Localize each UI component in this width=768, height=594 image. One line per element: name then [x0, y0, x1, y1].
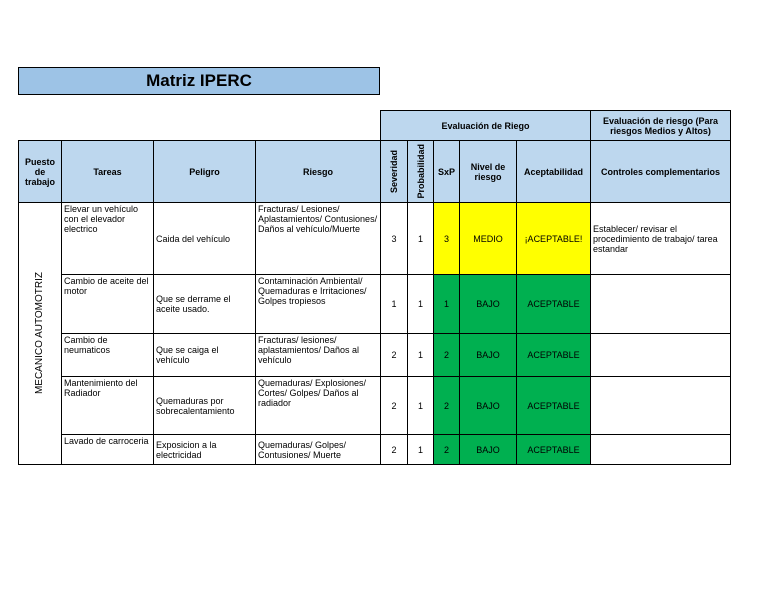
peligro-cell: Que se derrame el aceite usado.	[154, 275, 256, 334]
puesto-trabajo-header: Puesto de trabajo	[19, 141, 62, 203]
severidad-cell: 1	[381, 275, 408, 334]
riesgo-header: Riesgo	[256, 141, 381, 203]
aceptabilidad-cell: ¡ACEPTABLE!	[517, 203, 591, 275]
sxp-cell: 1	[434, 275, 460, 334]
peligro-cell: Quemaduras por sobrecalentamiento	[154, 377, 256, 435]
table-row	[19, 275, 731, 334]
controles-cell	[591, 435, 731, 465]
controles-cell	[591, 334, 731, 377]
aceptabilidad-header: Aceptabilidad	[517, 141, 591, 203]
severidad-cell: 3	[381, 203, 408, 275]
probabilidad-cell: 1	[408, 203, 434, 275]
tarea-cell: Lavado de carroceria	[62, 435, 154, 465]
riesgo-cell: Quemaduras/ Explosiones/ Cortes/ Golpes/ Daños al radiador	[256, 377, 381, 435]
aceptabilidad-cell: ACEPTABLE	[517, 275, 591, 334]
aceptabilidad-cell: ACEPTABLE	[517, 435, 591, 465]
sxp-header: SxP	[434, 141, 460, 203]
nivel-cell: BAJO	[460, 334, 517, 377]
table-row	[19, 203, 731, 275]
severidad-cell: 2	[381, 334, 408, 377]
aceptabilidad-cell: ACEPTABLE	[517, 377, 591, 435]
matrix-title: Matriz IPERC	[18, 67, 380, 95]
nivel-cell: MEDIO	[460, 203, 517, 275]
puesto-cell: MECANICO AUTOMOTRIZ	[19, 203, 62, 465]
riesgo-cell: Contaminación Ambiental/ Quemaduras e Irritaciones/ Golpes tropiesos	[256, 275, 381, 334]
evaluacion-riesgo-header: Evaluación de Riego	[381, 111, 591, 141]
aceptabilidad-cell: ACEPTABLE	[517, 334, 591, 377]
controles-header: Controles complementarios	[591, 141, 731, 203]
severidad-cell: 2	[381, 435, 408, 465]
peligro-cell: Que se caiga el vehículo	[154, 334, 256, 377]
riesgo-cell: Quemaduras/ Golpes/ Contusiones/ Muerte	[256, 435, 381, 465]
riesgo-cell: Fracturas/ lesiones/ aplastamientos/ Daños al vehículo	[256, 334, 381, 377]
probabilidad-cell: 1	[408, 275, 434, 334]
nivel-riesgo-header: Nivel de riesgo	[460, 141, 517, 203]
peligro-header: Peligro	[154, 141, 256, 203]
evaluacion-medios-altos-header: Evaluación de riesgo (Para riesgos Medios y Altos)	[591, 111, 731, 141]
tarea-cell: Elevar un vehículo con el elevador electrico	[62, 203, 154, 275]
sxp-cell: 2	[434, 435, 460, 465]
nivel-cell: BAJO	[460, 377, 517, 435]
table-row	[19, 435, 731, 465]
peligro-cell: Exposicion a la electricidad	[154, 435, 256, 465]
severidad-cell: 2	[381, 377, 408, 435]
probabilidad-cell: 1	[408, 377, 434, 435]
tareas-header: Tareas	[62, 141, 154, 203]
sxp-cell: 2	[434, 334, 460, 377]
controles-cell	[591, 275, 731, 334]
iperc-table	[18, 110, 731, 465]
probabilidad-header: Probabilidad	[408, 141, 434, 203]
tarea-cell: Cambio de aceite del motor	[62, 275, 154, 334]
nivel-cell: BAJO	[460, 275, 517, 334]
sxp-cell: 3	[434, 203, 460, 275]
riesgo-cell: Fracturas/ Lesiones/ Aplastamientos/ Contusiones/ Daños al vehículo/Muerte	[256, 203, 381, 275]
controles-cell	[591, 377, 731, 435]
tarea-cell: Mantenimiento del Radiador	[62, 377, 154, 435]
probabilidad-cell: 1	[408, 435, 434, 465]
peligro-cell: Caida del vehículo	[154, 203, 256, 275]
controles-cell: Establecer/ revisar el procedimiento de trabajo/ tarea estandar	[591, 203, 731, 275]
table-row	[19, 377, 731, 435]
nivel-cell: BAJO	[460, 435, 517, 465]
probabilidad-cell: 1	[408, 334, 434, 377]
tarea-cell: Cambio de neumaticos	[62, 334, 154, 377]
severidad-header: Severidad	[381, 141, 408, 203]
table-row	[19, 334, 731, 377]
sxp-cell: 2	[434, 377, 460, 435]
